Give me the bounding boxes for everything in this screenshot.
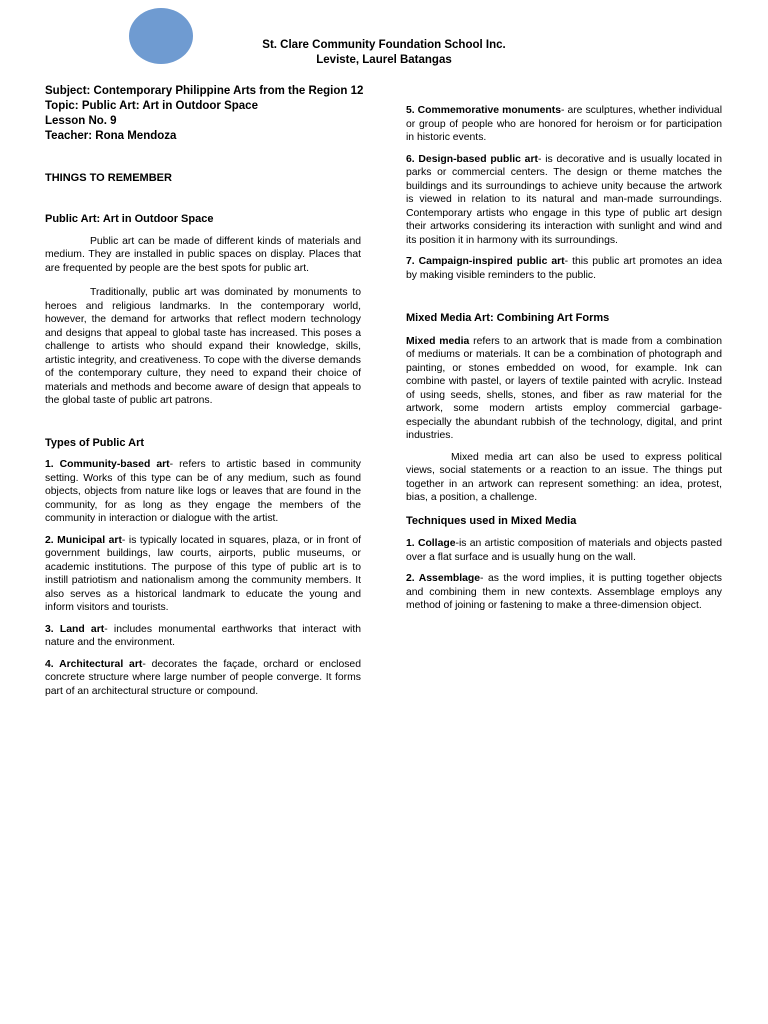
techniques-title: Techniques used in Mixed Media [406, 514, 577, 527]
teacher-line: Teacher: Rona Mendoza [45, 130, 177, 142]
mixed-media-paragraph-2: Mixed media art can also be used to express political views, social statements or a reaction to an issue. The things put together in an artwork can represent something: an idea, protest, bias, a position, a challenge. [406, 451, 722, 503]
type-term: 2. Municipal art [45, 534, 122, 546]
things-to-remember-heading: THINGS TO REMEMBER [45, 172, 172, 184]
school-header [200, 38, 568, 68]
type-text: - refers to artistic based in community setting. Works of this type can be of any medium, such as found objects, objects from nature like logs or leaves that are found in the community, for as long as they engage the members of the community in interaction or dialogue with the artist. [45, 459, 361, 524]
mixed-media-term: Mixed media [406, 335, 470, 347]
technique-text: - as the word implies, it is putting together objects and combining them in new contexts. Assemblage employs any method of joining or fastening to make a three-dimension object. [406, 573, 722, 611]
right-column [406, 104, 722, 613]
technique-term: 1. Collage [406, 538, 456, 549]
intro-paragraph-1: Public art can be made of different kinds of materials and medium. They are installed in public spaces on display. Places that are frequented by people are the best spots for public art. [45, 235, 361, 274]
lesson-meta [45, 84, 365, 144]
type-item-4 [45, 658, 361, 699]
type-text: - includes monumental earthworks that interact with nature and the environment. [45, 623, 361, 648]
type-term: 5. Commemorative monuments [406, 105, 561, 116]
type-item-2 [45, 534, 361, 615]
type-text: - are sculptures, whether individual or group of people who are honored for heroism or for participation in historic events. [406, 105, 723, 143]
type-term: 3. Land art [45, 623, 105, 635]
type-item-3 [45, 623, 361, 650]
type-term: 4. Architectural art [45, 658, 143, 670]
type-term: 1. Community-based art [45, 459, 170, 470]
mixed-media-text: refers to an artwork that is made from a combination of mediums or materials. It can be a combination of photograph and painting, or stones embedded on wood, for example. Ink can combine with pastel, or layers of textile painted with acrylic. Instead of using seeds, shells, stones, and fiber as raw material for the artwork, some modern artists employ commercial garbage-especially the abundant rubbish of the technology, digital, and print industries. [406, 335, 722, 441]
type-text: - this public art promotes an idea by making visible reminders to the public. [406, 256, 722, 281]
intro-paragraph-2: Traditionally, public art was dominated by monuments to heroes and religious landmarks. In the contemporary world, however, the demand for artworks that reflect modern technology and designs that appeal to global taste has increased. This poses a challenge to artists who should expand their knowledge, skills, artistic integrity, and creativeness. To cope with the diverse demands of the contemporary culture, they need to expand their choice of materials and methods and become aware of design that appeals to the global taste of public art patrons. [45, 287, 361, 406]
type-text: - is typically located in squares, plaza, or in front of government buildings, law courts, airports, public museums, or academic institutions. The purpose of this type of public art is to instill patriotism and nationalism among the community members. It also serves as a historical landmark to educate the young and inform visitors and tourists. [45, 534, 361, 613]
subject-line: Subject: Contemporary Philippine Arts from the Region 12 [45, 85, 364, 97]
type-text: - decorates the façade, orchard or enclosed concrete structure where large number of people converge. It forms part of an architectural structure or compound. [45, 658, 361, 697]
type-term: 7. Campaign-inspired public art [406, 256, 565, 267]
mixed-media-title: Mixed Media Art: Combining Art Forms [406, 312, 610, 324]
school-logo [129, 8, 193, 64]
type-text: - is decorative and is usually located in parks or commercial centers. The design or theme matches the buildings and its surroundings to achieve unity because the artwork is viewed in relation to its natural and man-made surroundings. Contemporary artists who engage in this type of public art design their artworks considering its interaction with sunlight and wind and its position it in harmony with its surroundings. [406, 153, 722, 246]
type-item-6 [406, 153, 722, 248]
type-item-1 [45, 458, 361, 526]
topic-line: Topic: Public Art: Art in Outdoor Space [45, 100, 258, 112]
technique-term: 2. Assemblage [406, 573, 480, 584]
section-title-public-art: Public Art: Art in Outdoor Space [45, 213, 214, 225]
type-item-7 [406, 255, 722, 282]
type-term: 6. Design-based public art [406, 153, 538, 165]
technique-item-2 [406, 572, 722, 613]
technique-item-1 [406, 537, 722, 564]
technique-text: -is an artistic composition of materials and objects pasted over a flat surface and is usually hung on the wall. [406, 538, 722, 563]
types-title: Types of Public Art [45, 436, 145, 449]
school-address: Leviste, Laurel Batangas [316, 54, 452, 66]
left-column [45, 213, 361, 698]
school-name: St. Clare Community Foundation School Inc. [262, 39, 506, 51]
type-item-5 [406, 104, 722, 145]
lesson-line: Lesson No. 9 [45, 115, 117, 127]
mixed-media-paragraph-1 [406, 335, 722, 443]
